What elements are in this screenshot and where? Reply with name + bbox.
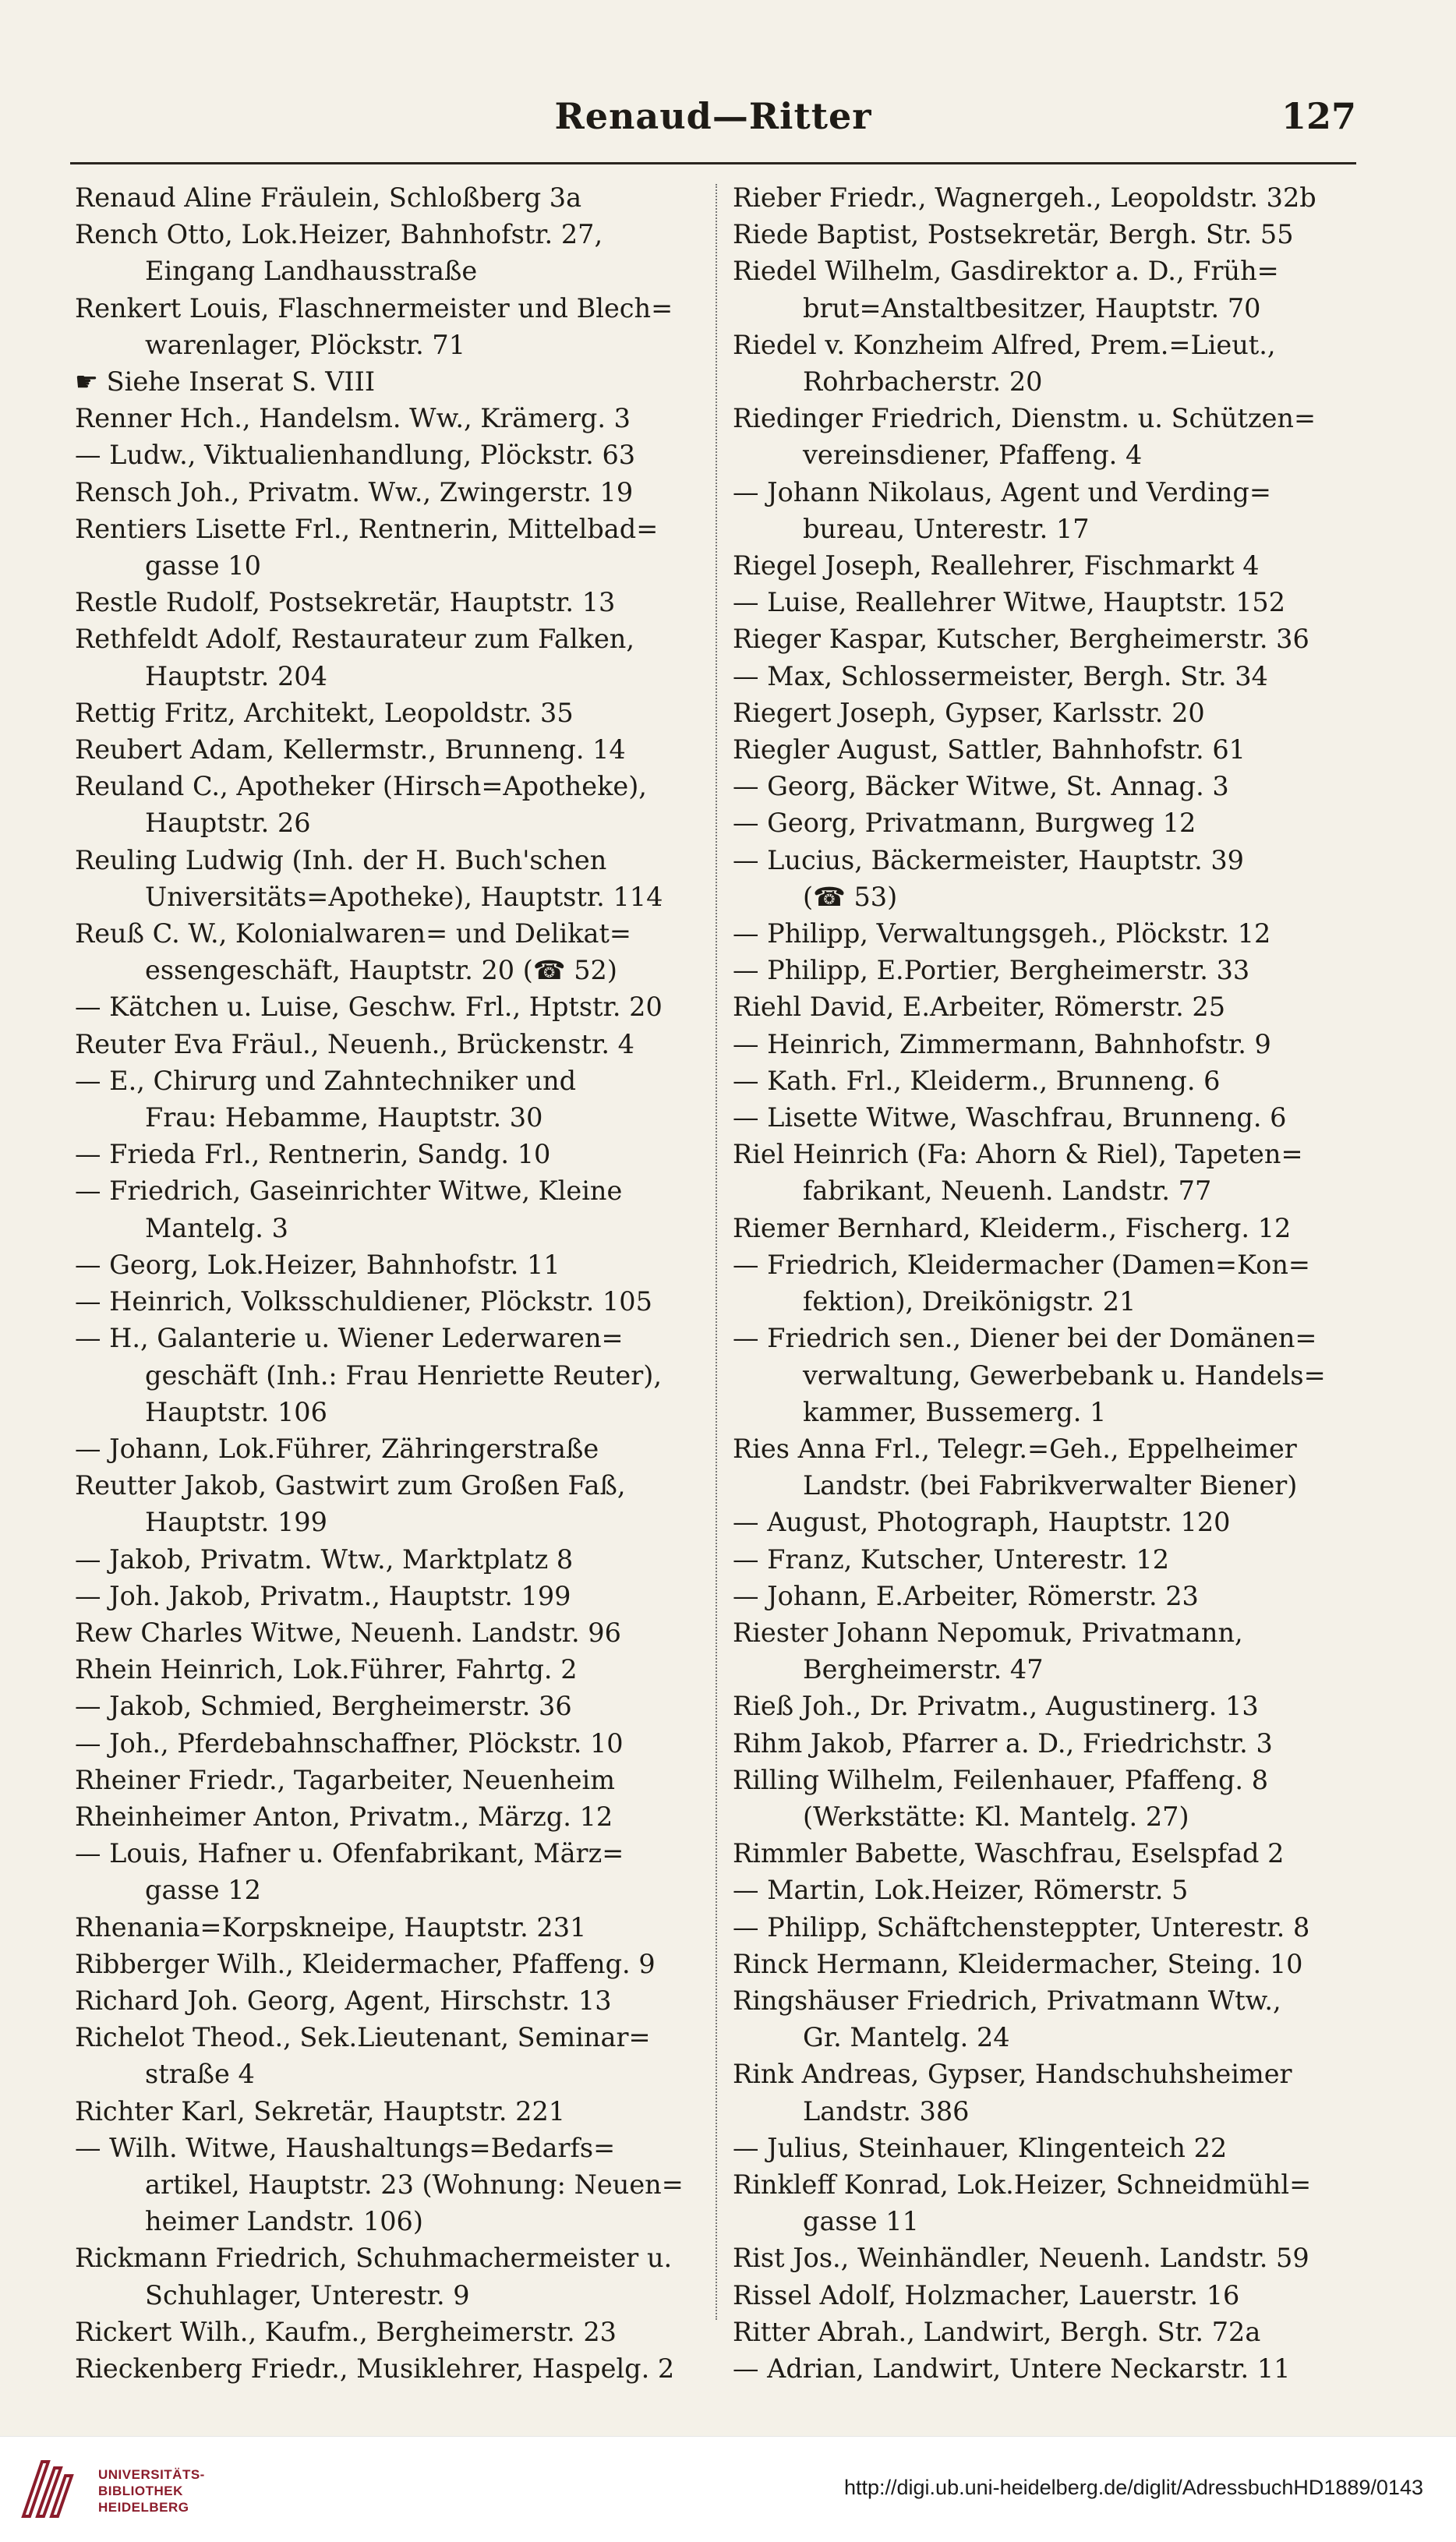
directory-entry bbox=[733, 584, 1356, 620]
entry-line: — Max, Schlossermeister, Bergh. Str. 34 bbox=[733, 660, 1268, 691]
entry-line: Rieckenberg Friedr., Musiklehrer, Haspelg. 2 bbox=[75, 2353, 675, 2384]
directory-entry bbox=[733, 253, 1356, 326]
directory-entry bbox=[75, 2019, 706, 2092]
entry-line: — Adrian, Landwirt, Untere Neckarstr. 11 bbox=[733, 2353, 1291, 2384]
entry-line: — Joh. Jakob, Privatm., Hauptstr. 199 bbox=[75, 1580, 571, 1611]
directory-entry bbox=[75, 2093, 706, 2130]
directory-entry bbox=[733, 1504, 1356, 1540]
entry-line: Riede Baptist, Postsekretär, Bergh. Str. 55 bbox=[733, 219, 1294, 250]
library-name-line: HEIDELBERG bbox=[98, 2500, 189, 2515]
directory-entry bbox=[75, 768, 706, 841]
directory-entry bbox=[733, 620, 1356, 657]
entry-line: Renaud Aline Fräulein, Schloßberg 3a bbox=[75, 182, 582, 213]
column-divider bbox=[716, 184, 717, 2320]
directory-entry bbox=[733, 731, 1356, 768]
entry-continuation-line: gasse 12 bbox=[145, 1875, 261, 1906]
directory-entry bbox=[733, 1982, 1356, 2056]
directory-entry bbox=[733, 1026, 1356, 1062]
entry-continuation-line: Rohrbacherstr. 20 bbox=[803, 366, 1043, 398]
entry-line: Riehl David, E.Arbeiter, Römerstr. 25 bbox=[733, 992, 1226, 1023]
directory-entry bbox=[75, 1246, 706, 1283]
entry-line: — Philipp, E.Portier, Bergheimerstr. 33 bbox=[733, 955, 1250, 986]
directory-entry bbox=[75, 1798, 706, 1835]
directory-entry bbox=[75, 511, 706, 584]
directory-entry bbox=[733, 2350, 1356, 2387]
entry-line: — Lisette Witwe, Waschfrau, Brunneng. 6 bbox=[733, 1102, 1287, 1133]
entry-line: Rew Charles Witwe, Neuenh. Landstr. 96 bbox=[75, 1617, 621, 1648]
directory-entry bbox=[75, 1172, 706, 1246]
directory-entry bbox=[75, 363, 706, 400]
entry-continuation-line: Hauptstr. 199 bbox=[145, 1507, 327, 1538]
entry-line: Richelot Theod., Sek.Lieutenant, Seminar= bbox=[75, 2022, 651, 2053]
entry-line: Ringshäuser Friedrich, Privatmann Wtw., bbox=[733, 1985, 1281, 2016]
directory-entry bbox=[75, 1283, 706, 1320]
entry-continuation-line: geschäft (Inh.: Frau Henriette Reuter), bbox=[145, 1359, 662, 1391]
directory-entry bbox=[75, 1136, 706, 1172]
entry-line: — Louis, Hafner u. Ofenfabrikant, März= bbox=[75, 1838, 624, 1869]
entry-line: Riemer Bernhard, Kleiderm., Fischerg. 12 bbox=[733, 1212, 1292, 1243]
directory-entry bbox=[733, 952, 1356, 988]
entry-continuation-line: heimer Landstr. 106) bbox=[145, 2206, 423, 2237]
entry-line: — Philipp, Verwaltungsgeh., Plöckstr. 12 bbox=[733, 918, 1271, 949]
directory-entry bbox=[733, 1835, 1356, 1872]
entry-continuation-line: (Werkstätte: Kl. Mantelg. 27) bbox=[803, 1801, 1189, 1832]
entry-line: — Heinrich, Volksschuldiener, Plöckstr. 105 bbox=[75, 1286, 652, 1317]
entry-line: — Frieda Frl., Rentnerin, Sandg. 10 bbox=[75, 1139, 551, 1170]
directory-entry bbox=[75, 437, 706, 473]
directory-entry bbox=[75, 1651, 706, 1688]
directory-entry bbox=[733, 1725, 1356, 1762]
directory-entry bbox=[733, 474, 1356, 547]
entry-line: Reubert Adam, Kellermstr., Brunneng. 14 bbox=[75, 734, 626, 765]
entry-line: — Johann Nikolaus, Agent und Verding= bbox=[733, 476, 1271, 507]
entry-continuation-line: fektion), Dreikönigstr. 21 bbox=[803, 1286, 1136, 1317]
entry-line: Richter Karl, Sekretär, Hauptstr. 221 bbox=[75, 2095, 566, 2127]
entry-line: Rettig Fritz, Architekt, Leopoldstr. 35 bbox=[75, 697, 574, 728]
left-column bbox=[75, 179, 706, 2387]
directory-entry bbox=[733, 179, 1356, 216]
entry-line: — Georg, Privatmann, Burgweg 12 bbox=[733, 808, 1196, 839]
entry-continuation-line: gasse 11 bbox=[803, 2206, 919, 2237]
entry-line: Riegel Joseph, Reallehrer, Fischmarkt 4 bbox=[733, 550, 1260, 582]
directory-entry bbox=[75, 1578, 706, 1614]
entry-continuation-line: warenlager, Plöckstr. 71 bbox=[145, 329, 466, 360]
entry-line: Rink Andreas, Gypser, Handschuhsheimer bbox=[733, 2059, 1292, 2090]
entry-line: Rieger Kaspar, Kutscher, Bergheimerstr. 36 bbox=[733, 624, 1309, 655]
entry-continuation-line: bureau, Unterestr. 17 bbox=[803, 513, 1090, 544]
entry-continuation-line: Hauptstr. 106 bbox=[145, 1396, 327, 1427]
entry-continuation-line: vereinsdiener, Pfaffeng. 4 bbox=[803, 440, 1143, 471]
library-name-line: UNIVERSITÄTS- bbox=[98, 2467, 205, 2482]
entry-line: — Kath. Frl., Kleiderm., Brunneng. 6 bbox=[733, 1065, 1221, 1096]
library-logo[interactable] bbox=[17, 2451, 329, 2529]
entry-line: Rheinheimer Anton, Privatm., Märzg. 12 bbox=[75, 1801, 613, 1832]
entry-line: Rinkleff Konrad, Lok.Heizer, Schneidmühl= bbox=[733, 2169, 1312, 2200]
directory-entry bbox=[75, 1982, 706, 2019]
library-name-line: BIBLIOTHEK bbox=[98, 2484, 183, 2498]
entry-line: — Kätchen u. Luise, Geschw. Frl., Hptstr. 20 bbox=[75, 992, 663, 1023]
directory-entry bbox=[733, 1541, 1356, 1578]
entry-continuation-line: Mantelg. 3 bbox=[145, 1212, 288, 1243]
entry-line: Rentiers Lisette Frl., Rentnerin, Mittelbad= bbox=[75, 513, 659, 544]
entry-line: Rieß Joh., Dr. Privatm., Augustinerg. 13 bbox=[733, 1691, 1259, 1722]
entry-line: — Johann, E.Arbeiter, Römerstr. 23 bbox=[733, 1580, 1199, 1611]
directory-entry bbox=[733, 2277, 1356, 2314]
directory-entry bbox=[733, 2166, 1356, 2240]
entry-line: Reuß C. W., Kolonialwaren= und Delikat= bbox=[75, 918, 632, 949]
source-url-link[interactable]: http://digi.ub.uni-heidelberg.de/diglit/AdressbuchHD1889/0143 bbox=[843, 2476, 1423, 2499]
entry-line: Reuling Ludwig (Inh. der H. Buch'schen bbox=[75, 844, 607, 875]
entry-continuation-line: gasse 10 bbox=[145, 550, 261, 582]
directory-entry bbox=[733, 1688, 1356, 1724]
page-number: 127 bbox=[1281, 95, 1356, 137]
entry-line: — Friedrich, Kleidermacher (Damen=Kon= bbox=[733, 1249, 1310, 1280]
entry-line: Riester Johann Nepomuk, Privatmann, bbox=[733, 1617, 1243, 1648]
entry-continuation-line: Landstr. (bei Fabrikverwalter Biener) bbox=[803, 1470, 1298, 1501]
entry-line: Rhenania=Korpskneipe, Hauptstr. 231 bbox=[75, 1911, 587, 1943]
directory-entry bbox=[75, 584, 706, 620]
entry-line: Reuland C., Apotheker (Hirsch=Apotheke), bbox=[75, 771, 647, 802]
entry-line: Rieber Friedr., Wagnergeh., Leopoldstr. 32b bbox=[733, 182, 1316, 213]
directory-entry bbox=[733, 1320, 1356, 1430]
entry-line: Rheiner Friedr., Tagarbeiter, Neuenheim bbox=[75, 1764, 615, 1795]
directory-entry bbox=[75, 1835, 706, 1908]
entry-line: — Luise, Reallehrer Witwe, Hauptstr. 152 bbox=[733, 587, 1286, 618]
directory-entry bbox=[75, 695, 706, 731]
directory-entry bbox=[733, 216, 1356, 253]
entry-line: — Martin, Lok.Heizer, Römerstr. 5 bbox=[733, 1875, 1189, 1906]
directory-entry bbox=[733, 695, 1356, 731]
entry-line: — Julius, Steinhauer, Klingenteich 22 bbox=[733, 2132, 1228, 2163]
entry-line: Reutter Jakob, Gastwirt zum Großen Faß, bbox=[75, 1470, 626, 1501]
directory-entry bbox=[75, 1909, 706, 1946]
header-rule bbox=[70, 162, 1356, 164]
entry-continuation-line: artikel, Hauptstr. 23 (Wohnung: Neuen= bbox=[145, 2169, 684, 2200]
directory-entry bbox=[75, 1614, 706, 1651]
entry-continuation-line: Bergheimerstr. 47 bbox=[803, 1654, 1044, 1685]
entry-line: Riegler August, Sattler, Bahnhofstr. 61 bbox=[733, 734, 1246, 765]
directory-entry bbox=[733, 547, 1356, 584]
directory-entry bbox=[75, 400, 706, 437]
entry-line: — Friedrich sen., Diener bei der Domänen= bbox=[733, 1323, 1317, 1354]
entry-line: — Lucius, Bäckermeister, Hauptstr. 39 bbox=[733, 844, 1244, 875]
directory-entry bbox=[733, 1099, 1356, 1136]
entry-line: Rhein Heinrich, Lok.Führer, Fahrtg. 2 bbox=[75, 1654, 578, 1685]
entry-continuation-line: verwaltung, Gewerbebank u. Handels= bbox=[803, 1359, 1326, 1391]
directory-entry bbox=[75, 216, 706, 289]
directory-entry bbox=[75, 1026, 706, 1062]
right-column bbox=[733, 179, 1356, 2387]
entry-continuation-line: Hauptstr. 204 bbox=[145, 660, 327, 691]
directory-entry bbox=[733, 400, 1356, 473]
directory-entry bbox=[75, 1430, 706, 1467]
directory-entry bbox=[75, 1725, 706, 1762]
directory-entry bbox=[733, 768, 1356, 804]
directory-entry bbox=[733, 2314, 1356, 2350]
directory-entry bbox=[75, 1467, 706, 1540]
directory-entry bbox=[733, 1136, 1356, 1209]
directory-entry bbox=[733, 1062, 1356, 1099]
entry-continuation-line: fabrikant, Neuenh. Landstr. 77 bbox=[803, 1176, 1212, 1207]
directory-entry bbox=[733, 2240, 1356, 2276]
directory-entry bbox=[733, 915, 1356, 952]
entry-line: Restle Rudolf, Postsekretär, Hauptstr. 13 bbox=[75, 587, 616, 618]
directory-entry bbox=[75, 1541, 706, 1578]
entry-line: Rench Otto, Lok.Heizer, Bahnhofstr. 27, bbox=[75, 219, 603, 250]
entry-line: — Jakob, Privatm. Wtw., Marktplatz 8 bbox=[75, 1543, 574, 1575]
entry-line: Ritter Abrah., Landwirt, Bergh. Str. 72a bbox=[733, 2316, 1261, 2347]
entry-line: Rilling Wilhelm, Feilenhauer, Pfaffeng. 8 bbox=[733, 1764, 1269, 1795]
entry-line: Rickmann Friedrich, Schuhmachermeister u. bbox=[75, 2243, 673, 2274]
directory-entry bbox=[75, 731, 706, 768]
entry-line: ☛ Siehe Inserat S. VIII bbox=[75, 366, 376, 398]
directory-entry bbox=[733, 1872, 1356, 1908]
directory-entry bbox=[733, 1946, 1356, 1982]
entry-line: Ries Anna Frl., Telegr.=Geh., Eppelheimer bbox=[733, 1433, 1297, 1464]
directory-entry bbox=[75, 1320, 706, 1430]
entry-line: Rickert Wilh., Kaufm., Bergheimerstr. 23 bbox=[75, 2316, 617, 2347]
directory-entry bbox=[733, 1909, 1356, 1946]
entry-continuation-line: Universitäts=Apotheke), Hauptstr. 114 bbox=[145, 881, 663, 912]
entry-line: Rinck Hermann, Kleidermacher, Steing. 10 bbox=[733, 1948, 1303, 1979]
directory-entry bbox=[75, 2314, 706, 2350]
directory-entry bbox=[733, 1430, 1356, 1504]
directory-entry bbox=[75, 1688, 706, 1724]
directory-entry bbox=[733, 327, 1356, 400]
directory-entry bbox=[75, 842, 706, 915]
directory-entry bbox=[75, 474, 706, 511]
entry-line: Richard Joh. Georg, Agent, Hirschstr. 13 bbox=[75, 1985, 612, 2016]
directory-entry bbox=[733, 804, 1356, 841]
page-header bbox=[70, 95, 1356, 150]
entry-line: Rissel Adolf, Holzmacher, Lauerstr. 16 bbox=[733, 2279, 1240, 2310]
directory-entry bbox=[733, 988, 1356, 1025]
entry-line: Rensch Joh., Privatm. Ww., Zwingerstr. 19 bbox=[75, 476, 634, 507]
entry-line: — Georg, Lok.Heizer, Bahnhofstr. 11 bbox=[75, 1249, 560, 1280]
entry-line: — Philipp, Schäftchensteppter, Unterestr. 8 bbox=[733, 1911, 1310, 1943]
directory-entry bbox=[75, 1946, 706, 1982]
entry-line: Rist Jos., Weinhändler, Neuenh. Landstr. 59 bbox=[733, 2243, 1309, 2274]
entry-line: — August, Photograph, Hauptstr. 120 bbox=[733, 1507, 1231, 1538]
entry-line: Renner Hch., Handelsm. Ww., Krämerg. 3 bbox=[75, 403, 631, 434]
directory-entry bbox=[733, 2056, 1356, 2129]
directory-entry bbox=[75, 915, 706, 988]
directory-entry bbox=[75, 2350, 706, 2387]
footer-bar bbox=[0, 2436, 1456, 2542]
entry-continuation-line: Gr. Mantelg. 24 bbox=[803, 2022, 1010, 2053]
entry-line: — Ludw., Viktualienhandlung, Plöckstr. 63 bbox=[75, 440, 636, 471]
directory-entry bbox=[75, 1762, 706, 1798]
directory-entry bbox=[75, 2130, 706, 2240]
entry-line: — Georg, Bäcker Witwe, St. Annag. 3 bbox=[733, 771, 1229, 802]
library-name bbox=[98, 2466, 205, 2515]
directory-entry bbox=[75, 988, 706, 1025]
entry-line: Reuter Eva Fräul., Neuenh., Brückenstr. 4 bbox=[75, 1028, 634, 1059]
entry-line: — E., Chirurg und Zahntechniker und bbox=[75, 1065, 577, 1096]
entry-line: Riedel v. Konzheim Alfred, Prem.=Lieut., bbox=[733, 329, 1276, 360]
directory-entry bbox=[75, 290, 706, 363]
directory-entry bbox=[733, 1210, 1356, 1246]
directory-entry bbox=[733, 1762, 1356, 1835]
directory-entry bbox=[75, 1062, 706, 1136]
entry-line: — Johann, Lok.Führer, Zähringerstraße bbox=[75, 1433, 599, 1464]
entry-continuation-line: Landstr. 386 bbox=[803, 2095, 970, 2127]
entry-continuation-line: (☎ 53) bbox=[803, 881, 898, 912]
entry-line: — Friedrich, Gaseinrichter Witwe, Kleine bbox=[75, 1176, 623, 1207]
directory-entry bbox=[733, 1246, 1356, 1320]
entry-line: — Wilh. Witwe, Haushaltungs=Bedarfs= bbox=[75, 2132, 616, 2163]
entry-continuation-line: straße 4 bbox=[145, 2059, 255, 2090]
directory-entry bbox=[733, 1614, 1356, 1688]
directory-entry bbox=[75, 179, 706, 216]
library-logo-icon bbox=[17, 2455, 81, 2523]
directory-entry bbox=[75, 2240, 706, 2313]
entry-line: Riedinger Friedrich, Dienstm. u. Schützen= bbox=[733, 403, 1316, 434]
directory-entry bbox=[733, 2130, 1356, 2166]
entry-line: Rihm Jakob, Pfarrer a. D., Friedrichstr. 3 bbox=[733, 1727, 1273, 1759]
entry-line: — Heinrich, Zimmermann, Bahnhofstr. 9 bbox=[733, 1028, 1271, 1059]
entry-line: Renkert Louis, Flaschnermeister und Blech= bbox=[75, 292, 673, 323]
directory-entry bbox=[733, 658, 1356, 695]
entry-continuation-line: Hauptstr. 26 bbox=[145, 808, 311, 839]
entry-continuation-line: Frau: Hebamme, Hauptstr. 30 bbox=[145, 1102, 543, 1133]
directory-entry bbox=[733, 1578, 1356, 1614]
entry-line: Riedel Wilhelm, Gasdirektor a. D., Früh= bbox=[733, 256, 1279, 287]
entry-line: — Franz, Kutscher, Unterestr. 12 bbox=[733, 1543, 1170, 1575]
entry-line: — H., Galanterie u. Wiener Lederwaren= bbox=[75, 1323, 624, 1354]
directory-entry bbox=[75, 620, 706, 694]
running-title: Renaud—Ritter bbox=[554, 95, 872, 137]
entry-line: Riegert Joseph, Gypser, Karlsstr. 20 bbox=[733, 697, 1205, 728]
entry-line: Ribberger Wilh., Kleidermacher, Pfaffeng. 9 bbox=[75, 1948, 656, 1979]
entry-line: — Joh., Pferdebahnschaffner, Plöckstr. 10 bbox=[75, 1727, 624, 1759]
entry-continuation-line: brut=Anstaltbesitzer, Hauptstr. 70 bbox=[803, 292, 1261, 323]
entry-continuation-line: Schuhlager, Unterestr. 9 bbox=[145, 2279, 470, 2310]
entry-continuation-line: Eingang Landhausstraße bbox=[145, 256, 478, 287]
entry-line: Riel Heinrich (Fa: Ahorn & Riel), Tapeten= bbox=[733, 1139, 1303, 1170]
entry-line: Rethfeldt Adolf, Restaurateur zum Falken, bbox=[75, 624, 635, 655]
entry-continuation-line: kammer, Bussemerg. 1 bbox=[803, 1396, 1107, 1427]
entry-line: Rimmler Babette, Waschfrau, Eselspfad 2 bbox=[733, 1838, 1285, 1869]
entry-line: — Jakob, Schmied, Bergheimerstr. 36 bbox=[75, 1691, 572, 1722]
entry-continuation-line: essengeschäft, Hauptstr. 20 (☎ 52) bbox=[145, 955, 617, 986]
directory-entry bbox=[733, 842, 1356, 915]
